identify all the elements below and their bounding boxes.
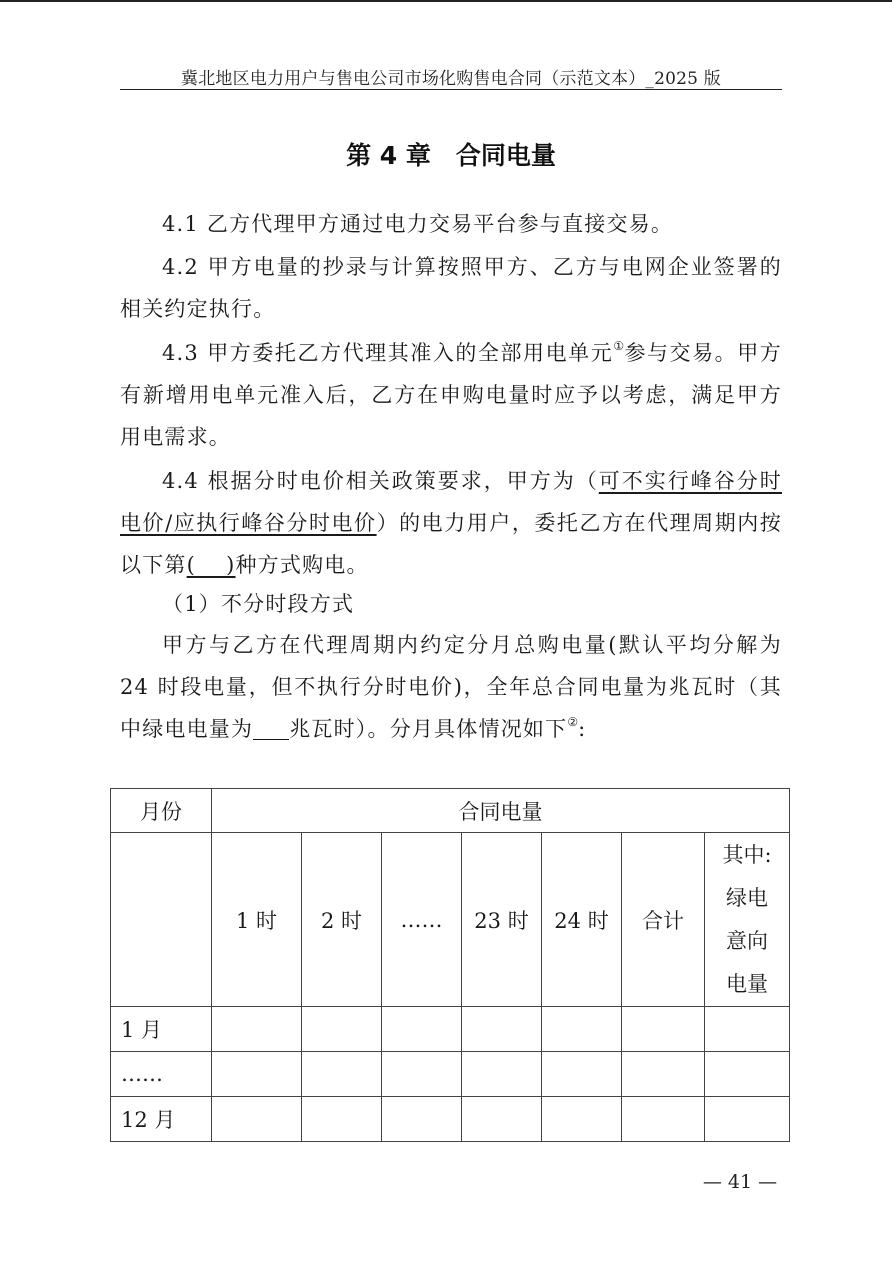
table-cell[interactable] — [622, 1052, 705, 1097]
method-1-heading — [120, 583, 782, 625]
month-label-1: 1 月 — [111, 1007, 212, 1052]
clause-4-1-text: 4.1 乙方代理甲方通过电力交易平台参与直接交易。 — [162, 212, 674, 236]
monthly-contract-table — [110, 788, 790, 1142]
running-header: 冀北地区电力用户与售电公司市场化购售电合同（示范文本）_2025 版 — [181, 69, 721, 89]
table-cell[interactable] — [212, 1097, 302, 1142]
month-label-ellipsis: …… — [111, 1052, 212, 1097]
method-1-description — [120, 624, 782, 750]
page-number: — 41 — — [702, 1171, 778, 1193]
column-header-green-power — [705, 833, 790, 1007]
header-rule — [120, 89, 782, 90]
table-cell[interactable] — [542, 1097, 622, 1142]
clause-4-2 — [120, 246, 782, 330]
table-cell[interactable] — [382, 1052, 462, 1097]
table-cell[interactable] — [382, 1007, 462, 1052]
chapter-title: 第 4 章 合同电量 — [346, 141, 556, 170]
green-header-line-1: 其中: — [722, 842, 772, 867]
clause-4-3-text-end: 参与交易。甲方有新增用电单元准入后，乙方在申购电量时应予以考虑，满足甲方用电需求。 — [120, 341, 782, 449]
column-header-hour-1: 1 时 — [212, 833, 302, 1007]
column-header-hour-2: 2 时 — [302, 833, 382, 1007]
month-header: 月份 — [111, 789, 212, 833]
column-header-total: 合计 — [622, 833, 705, 1007]
green-header-line-3: 意向 — [726, 928, 768, 953]
contract-volume-header: 合同电量 — [212, 789, 790, 833]
table-cell[interactable] — [382, 1097, 462, 1142]
column-header-hour-23: 23 时 — [462, 833, 542, 1007]
method-1-colon: : — [578, 717, 587, 741]
column-header-ellipsis: …… — [382, 833, 462, 1007]
table-cell[interactable] — [705, 1097, 790, 1142]
table-cell[interactable] — [705, 1052, 790, 1097]
table-cell[interactable] — [302, 1052, 382, 1097]
table-cell[interactable] — [705, 1007, 790, 1052]
table-cell[interactable] — [212, 1052, 302, 1097]
table-cell[interactable] — [462, 1097, 542, 1142]
clause-4-3 — [120, 332, 782, 458]
table-row — [111, 1097, 790, 1142]
table-cell[interactable] — [302, 1007, 382, 1052]
page-top-border — [0, 0, 892, 2]
month-label-12: 12 月 — [111, 1097, 212, 1142]
clause-4-4-text-middle: ）的电力用户，委托乙方在代理周期内按以下第 — [120, 511, 782, 577]
clause-4-3-text-start: 4.3 甲方委托乙方代理其准入的全部用电单元 — [162, 341, 614, 365]
table-row — [111, 1052, 790, 1097]
column-header-hour-24: 24 时 — [542, 833, 622, 1007]
method-choice-blank[interactable]: ( ) — [186, 553, 236, 577]
green-power-blank[interactable] — [253, 718, 289, 740]
table-cell — [111, 833, 212, 1007]
table-cell[interactable] — [302, 1097, 382, 1142]
table-cell[interactable] — [542, 1052, 622, 1097]
table-cell[interactable] — [542, 1007, 622, 1052]
clause-4-2-text: 4.2 甲方电量的抄录与计算按照甲方、乙方与电网企业签署的相关约定执行。 — [120, 255, 782, 321]
method-1-text-end: 兆瓦时）。分月具体情况如下 — [289, 717, 568, 741]
method-1-heading-text: （1）不分时段方式 — [162, 592, 355, 616]
table-cell[interactable] — [622, 1097, 705, 1142]
table-cell[interactable] — [462, 1007, 542, 1052]
table-cell[interactable] — [462, 1052, 542, 1097]
footnote-mark-1: ① — [613, 339, 625, 353]
green-header-line-2: 绿电 — [726, 885, 768, 910]
method-1-text-start: 甲方与乙方在代理周期内约定分月总购电量(默认平均分解为 24 时段电量，但不执行分时电价)，全年总合同电量为兆瓦时（其中绿电电量为 — [120, 633, 782, 741]
tariff-option-text: 可不实行峰谷分时电价/应执行峰谷分时电价 — [120, 469, 782, 535]
clause-4-1 — [120, 203, 782, 245]
clause-4-4-text-start: 4.4 根据分时电价相关政策要求，甲方为（ — [162, 469, 599, 493]
table-cell[interactable] — [212, 1007, 302, 1052]
table-subheader-row — [111, 833, 790, 1007]
green-header-line-4: 电量 — [726, 971, 768, 996]
table-cell[interactable] — [622, 1007, 705, 1052]
table-row — [111, 1007, 790, 1052]
footnote-mark-2: ② — [567, 715, 579, 729]
clause-4-4-text-end: 种方式购电。 — [235, 553, 369, 577]
table-header-row — [111, 789, 790, 833]
clause-4-4 — [120, 460, 782, 586]
